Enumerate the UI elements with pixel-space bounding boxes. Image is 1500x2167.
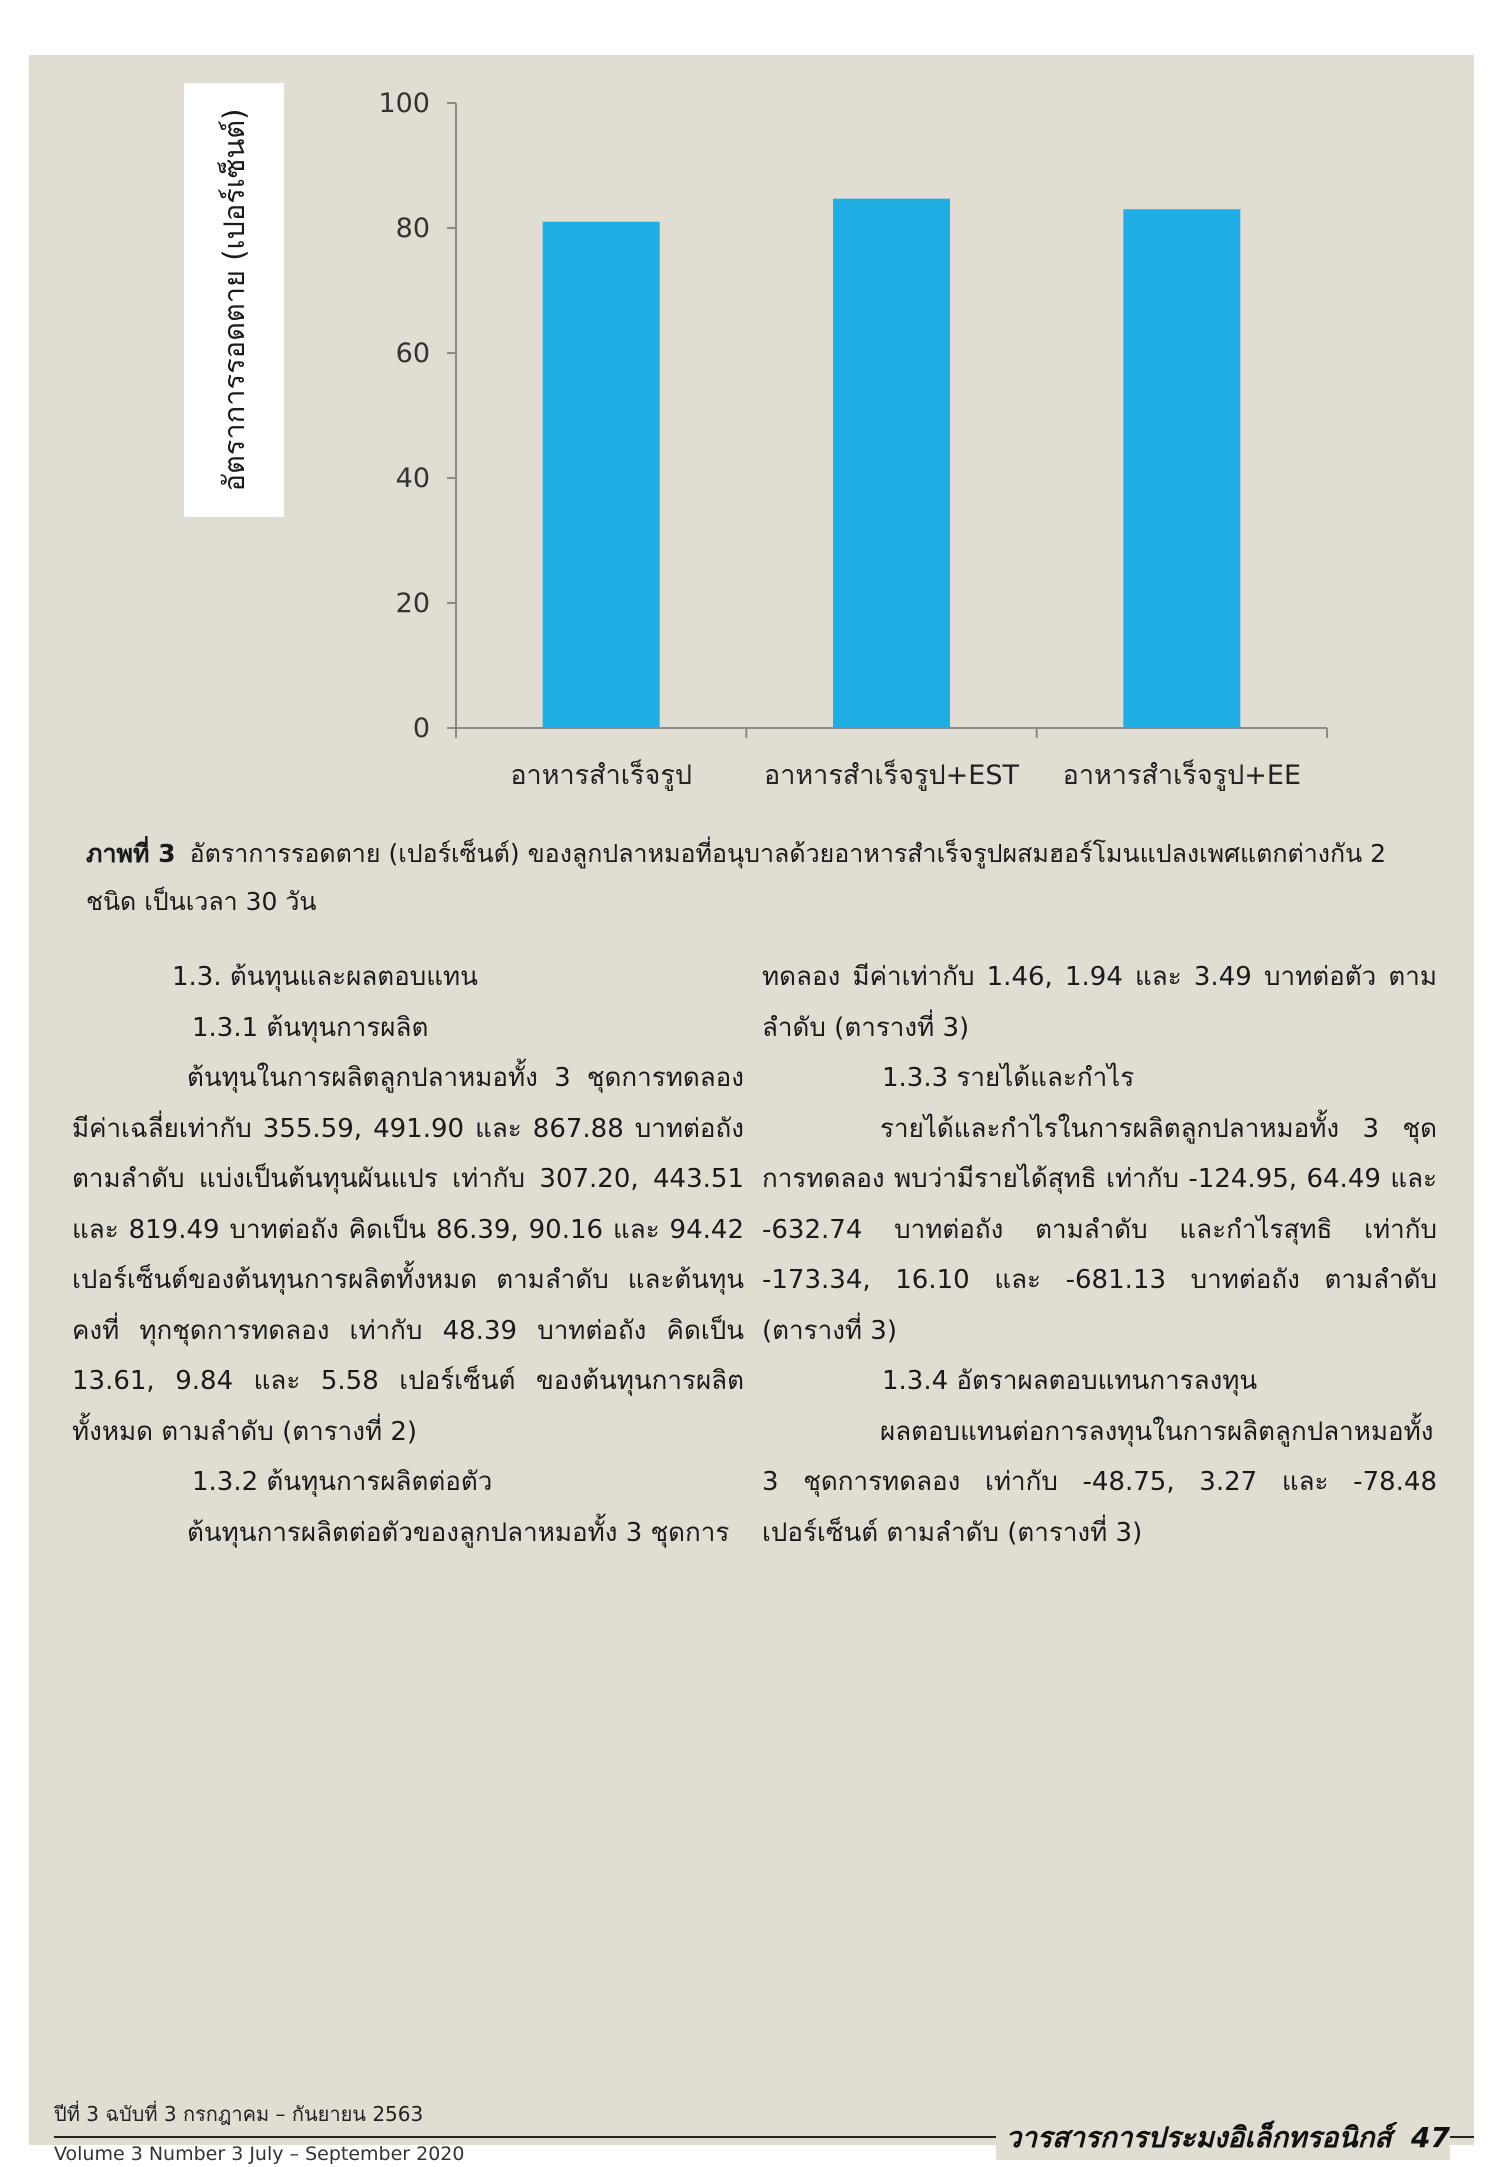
caption-text: อัตราการรอดตาย (เปอร์เซ็นต์) ของลูกปลาหมอที่อนุบาลด้วยอาหารสำเร็จรูปผสมฮอร์โมนแปลงเพศแตกต่างกัน 2 ชนิด เป็นเวลา 30 วัน [86, 839, 1387, 916]
paragraph-cost-per-fish: ต้นทุนการผลิตต่อตัวของลูกปลาหมอทั้ง 3 ชุดการ [187, 1517, 730, 1548]
bar [833, 199, 950, 728]
footer-journal-title [996, 2116, 1451, 2160]
left-column [72, 952, 744, 1558]
journal-name: วารสารการประมงอิเล็กทรอนิกส์ [1005, 2121, 1392, 2154]
paragraph-return-on-investment: ผลตอบแทนต่อการลงทุนในการผลิตลูกปลาหมอทั้ง 3 ชุดการทดลอง เท่ากับ -48.75, 3.27 และ -78.48 เปอร์เซ็นต์ ตามลำดับ (ตารางที่ 3) [762, 1416, 1437, 1548]
heading-cost-per-fish: 1.3.2 ต้นทุนการผลิตต่อตัว [192, 1467, 493, 1497]
heading-production-cost: 1.3.1 ต้นทุนการผลิต [192, 1012, 429, 1043]
paragraph-production-cost: ต้นทุนในการผลิตลูกปลาหมอทั้ง 3 ชุดการทดลอง มีค่าเฉลี่ยเท่ากับ 355.59, 491.90 และ 867.88 บาทต่อถัง ตามลำดับ แบ่งเป็นต้นทุนผันแปร เท่ากับ 307.20, 443.51 และ 819.49 บาทต่อถัง คิดเป็น 86.39, 90.16 และ 94.42 เปอร์เซ็นต์ของต้นทุนการผลิตทั้งหมด ตามลำดับ และต้นทุนคงที่ ทุกชุดการทดลอง เท่ากับ 48.39 บาทต่อถัง คิดเป็น 13.61, 9.84 และ 5.58 เปอร์เซ็นต์ ของต้นทุนการผลิตทั้งหมด ตามลำดับ (ตารางที่ 2) [72, 1063, 744, 1447]
page-number: 47 [1411, 2121, 1450, 2154]
paragraph-cost-per-fish-cont: ทดลอง มีค่าเท่ากับ 1.46, 1.94 และ 3.49 บาทต่อตัว ตามลำดับ (ตารางที่ 3) [762, 962, 1437, 1043]
y-axis-label: อัตราการรอดตาย (เปอร์เซ็นต์) [217, 108, 251, 492]
bars [543, 199, 1241, 728]
footer-issue-thai: ปีที่ 3 ฉบับที่ 3 กรกฎาคม – กันยายน 2563 [54, 2102, 424, 2126]
y-tick-label: 60 [395, 338, 430, 369]
y-tick-label: 0 [412, 713, 430, 744]
survival-rate-chart [0, 0, 1500, 830]
x-tick-label: อาหารสำเร็จรูป+EE [1062, 760, 1302, 791]
y-tick-label: 20 [395, 588, 430, 619]
bar [543, 222, 660, 728]
x-tick-label: อาหารสำเร็จรูป [510, 760, 693, 791]
figure-caption [86, 830, 1416, 926]
footer-issue-english: Volume 3 Number 3 July – September 2020 [54, 2143, 465, 2165]
y-tick-label: 80 [395, 213, 430, 244]
y-tick-label: 40 [395, 463, 430, 494]
heading-income-and-profit: 1.3.3 รายได้และกำไร [882, 1063, 1135, 1093]
y-tick-label: 100 [378, 88, 430, 119]
bar [1123, 209, 1240, 728]
x-axis [456, 728, 1327, 791]
heading-cost-and-return: 1.3. ต้นทุนและผลตอบแทน [172, 962, 478, 992]
paragraph-income-and-profit: รายได้และกำไรในการผลิตลูกปลาหมอทั้ง 3 ชุดการทดลอง พบว่ามีรายได้สุทธิ เท่ากับ -124.95, 64.49 และ -632.74 บาทต่อถัง ตามลำดับ และกำไรสุทธิ เท่ากับ -173.34, 16.10 และ -681.13 บาทต่อถัง ตามลำดับ (ตารางที่ 3) [762, 1113, 1437, 1346]
right-column [762, 952, 1437, 1558]
caption-label: ภาพที่ 3 [86, 839, 176, 868]
x-tick-label: อาหารสำเร็จรูป+EST [764, 760, 1019, 791]
y-axis [378, 88, 456, 744]
heading-return-on-investment: 1.3.4 อัตราผลตอบแทนการลงทุน [882, 1366, 1258, 1396]
